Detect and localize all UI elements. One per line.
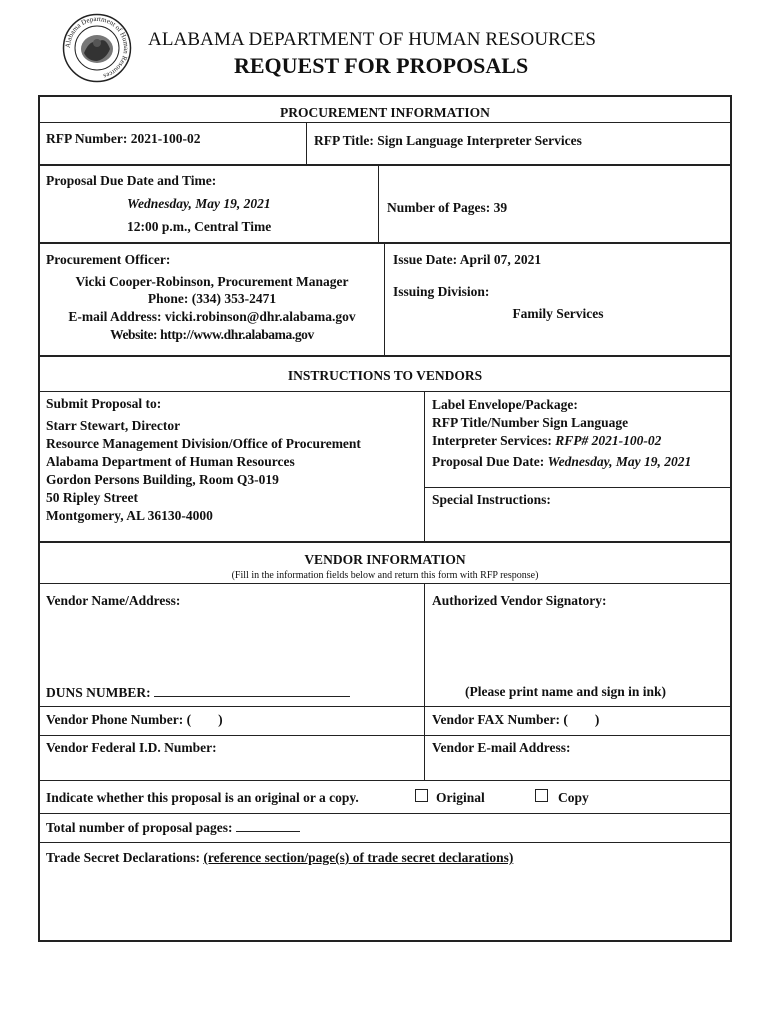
address-line: Starr Stewart, Director xyxy=(46,418,181,433)
authorized-signatory: Authorized Vendor Signatory: xyxy=(432,593,607,608)
vendor-name-address-field[interactable] xyxy=(44,612,418,674)
vendor-email-field[interactable] xyxy=(430,757,726,777)
state-seal xyxy=(62,13,132,83)
officer-email: E-mail Address: vicki.robinson@dhr.alabama.gov xyxy=(68,309,356,324)
signatory-field[interactable] xyxy=(430,612,726,674)
issuing-division-label: Issuing Division: xyxy=(393,284,490,299)
procurement-section-title: PROCUREMENT INFORMATION xyxy=(280,105,490,120)
rfp-number: RFP Number: 2021-100-02 xyxy=(46,131,201,146)
address-line: 50 Ripley Street xyxy=(46,490,138,505)
trade-secret xyxy=(46,850,513,866)
address-line: Gordon Persons Building, Room Q3-019 xyxy=(46,472,279,487)
original-or-copy-prompt: Indicate whether this proposal is an original or a copy. xyxy=(46,790,359,805)
instructions-section-title: INSTRUCTIONS TO VENDORS xyxy=(287,368,483,383)
vendor-phone[interactable]: Vendor Phone Number: ( ) xyxy=(46,712,223,727)
officer-phone: Phone: (334) 353-2471 xyxy=(147,291,277,306)
officer-name: Vicki Cooper-Robinson, Procurement Manager xyxy=(75,274,349,289)
vendor-section-note: (Fill in the information fields below and return this form with RFP response) xyxy=(231,570,539,581)
copy-label: Copy xyxy=(558,790,589,805)
total-pages xyxy=(46,819,300,836)
number-of-pages: Number of Pages: 39 xyxy=(387,200,508,215)
duns-label: DUNS NUMBER: xyxy=(46,685,151,700)
original-label: Original xyxy=(436,790,485,805)
special-instructions: Special Instructions: xyxy=(432,492,551,507)
due-label: Proposal Due Date and Time: xyxy=(46,173,217,188)
submit-label: Submit Proposal to: xyxy=(46,396,162,411)
copy-checkbox[interactable] xyxy=(535,789,548,802)
duns-number xyxy=(46,684,350,701)
label-title: Label Envelope/Package: xyxy=(432,397,578,412)
officer-website: Website: http://www.dhr.alabama.gov xyxy=(110,327,314,342)
trade-secret-ref: (reference section/page(s) of trade secret declarations) xyxy=(203,850,514,865)
vendor-fax[interactable]: Vendor FAX Number: ( ) xyxy=(432,712,600,727)
print-name-note: (Please print name and sign in ink) xyxy=(465,684,667,699)
seal-text: Alabama Department of Human Resources xyxy=(63,14,131,81)
page-title: REQUEST FOR PROPOSALS xyxy=(234,53,529,78)
vendor-name-address: Vendor Name/Address: xyxy=(46,593,181,608)
address-line: Resource Management Division/Office of Procurement xyxy=(46,436,361,451)
label-line2: Interpreter Services: RFP# 2021-100-02 xyxy=(432,433,662,448)
label-envelope xyxy=(432,396,691,471)
issue-date: Issue Date: April 07, 2021 xyxy=(393,252,542,267)
address-line: Alabama Department of Human Resources xyxy=(46,454,295,469)
trade-secret-label: Trade Secret Declarations: xyxy=(46,850,204,865)
trade-secret-field[interactable] xyxy=(44,870,726,938)
submit-address xyxy=(46,417,361,525)
department-name: ALABAMA DEPARTMENT OF HUMAN RESOURCES xyxy=(148,29,597,50)
total-pages-label: Total number of proposal pages: xyxy=(46,820,233,835)
vendor-federal-id: Vendor Federal I.D. Number: xyxy=(46,740,217,755)
label-due: Proposal Due Date: Wednesday, May 19, 2021 xyxy=(432,454,692,469)
address-line: Montgomery, AL 36130-4000 xyxy=(46,508,213,523)
label-rfp-ref: RFP# 2021-100-02 xyxy=(555,433,662,448)
officer-label: Procurement Officer: xyxy=(46,252,171,267)
total-pages-input[interactable] xyxy=(236,819,300,832)
duns-input[interactable] xyxy=(154,684,350,697)
vendor-email: Vendor E-mail Address: xyxy=(432,740,571,755)
original-checkbox[interactable] xyxy=(415,789,428,802)
issuing-division: Family Services xyxy=(512,306,604,321)
label-line1: RFP Title/Number Sign Language xyxy=(432,415,629,430)
due-time: 12:00 p.m., Central Time xyxy=(127,219,272,234)
due-date: Wednesday, May 19, 2021 xyxy=(127,196,271,211)
vendor-section-title: VENDOR INFORMATION xyxy=(304,552,466,567)
label-due-date: Wednesday, May 19, 2021 xyxy=(547,454,692,469)
rfp-title: RFP Title: Sign Language Interpreter Services xyxy=(314,133,582,148)
federal-id-field[interactable] xyxy=(44,757,418,777)
